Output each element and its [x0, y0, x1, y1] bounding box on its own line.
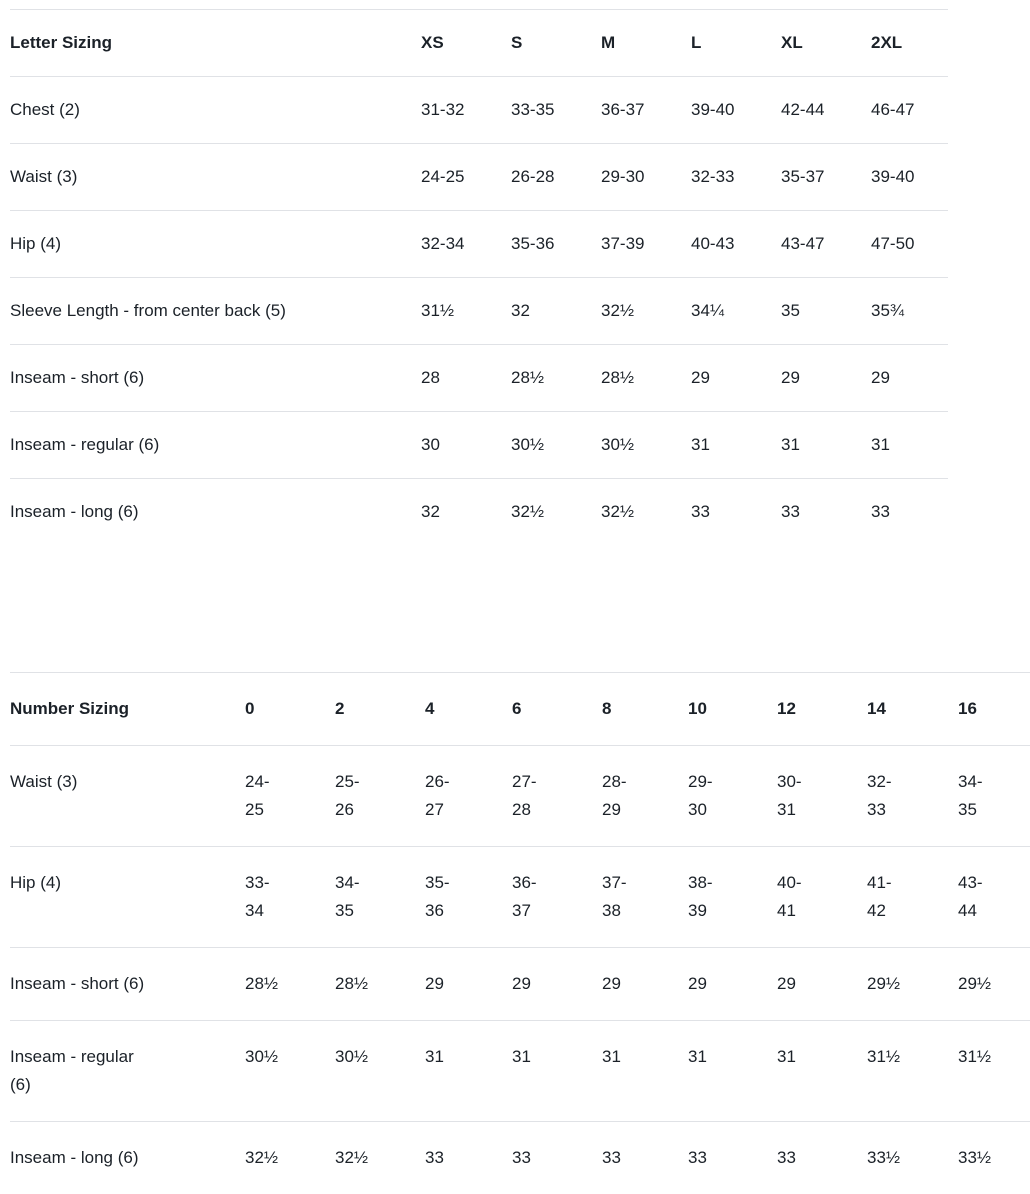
row-label: Sleeve Length - from center back (5)	[10, 278, 421, 345]
table-row	[10, 144, 948, 211]
row-label: Inseam - regular (6)	[10, 412, 421, 479]
size-chart-page	[0, 9, 1030, 1185]
size-value-cell: 33½	[867, 1122, 958, 1194]
column-header: 6	[512, 673, 602, 746]
size-value-cell: 32½	[245, 1122, 335, 1194]
column-header: 8	[602, 673, 688, 746]
size-value-cell: 36-37	[512, 847, 602, 948]
size-value-cell: 35-36	[425, 847, 512, 948]
size-value-cell: 31	[691, 412, 781, 479]
size-value-cell: 26-28	[511, 144, 601, 211]
size-value-cell: 37-38	[602, 847, 688, 948]
row-label: Chest (2)	[10, 77, 421, 144]
size-value-cell: 30½	[335, 1021, 425, 1122]
number-sizing-title: Number Sizing	[10, 673, 245, 746]
letter-sizing-header-row	[10, 10, 948, 77]
size-value-cell: 31	[602, 1021, 688, 1122]
size-value-cell: 28½	[601, 345, 691, 412]
number-sizing-header-row	[10, 673, 1030, 746]
size-value-cell: 32½	[601, 278, 691, 345]
size-value-cell: 29-30	[601, 144, 691, 211]
size-value-cell: 30½	[245, 1021, 335, 1122]
size-value-cell: 33-34	[245, 847, 335, 948]
column-header: L	[691, 10, 781, 77]
size-value-cell: 29½	[958, 948, 1030, 1021]
size-value-cell: 28½	[511, 345, 601, 412]
size-value-cell: 32½	[511, 479, 601, 546]
row-label: Inseam - short (6)	[10, 345, 421, 412]
size-value-cell: 34-35	[958, 746, 1030, 847]
table-row	[10, 1021, 1030, 1122]
column-header: S	[511, 10, 601, 77]
size-value-cell: 29-30	[688, 746, 777, 847]
table-row	[10, 948, 1030, 1021]
size-value-cell: 31	[688, 1021, 777, 1122]
column-header: 12	[777, 673, 867, 746]
size-value-cell: 31	[777, 1021, 867, 1122]
column-header: 2	[335, 673, 425, 746]
size-value-cell: 34¼	[691, 278, 781, 345]
column-header: 4	[425, 673, 512, 746]
size-value-cell: 24-25	[421, 144, 511, 211]
size-value-cell: 41-42	[867, 847, 958, 948]
size-value-cell: 32	[511, 278, 601, 345]
size-value-cell: 46-47	[871, 77, 948, 144]
table-row	[10, 746, 1030, 847]
size-value-cell: 31	[871, 412, 948, 479]
size-value-cell: 39-40	[691, 77, 781, 144]
size-value-cell: 36-37	[601, 77, 691, 144]
size-value-cell: 47-50	[871, 211, 948, 278]
size-value-cell: 40-41	[777, 847, 867, 948]
size-value-cell: 32-34	[421, 211, 511, 278]
size-value-cell: 32-33	[867, 746, 958, 847]
size-value-cell: 28½	[245, 948, 335, 1021]
letter-sizing-title: Letter Sizing	[10, 10, 421, 77]
size-value-cell: 33	[425, 1122, 512, 1194]
size-value-cell: 43-47	[781, 211, 871, 278]
size-value-cell: 33	[688, 1122, 777, 1194]
table-row	[10, 77, 948, 144]
size-value-cell: 29½	[867, 948, 958, 1021]
size-value-cell: 29	[602, 948, 688, 1021]
size-value-cell: 33	[602, 1122, 688, 1194]
table-row	[10, 345, 948, 412]
row-label: Inseam - short (6)	[10, 948, 245, 1021]
size-value-cell: 31	[781, 412, 871, 479]
column-header: 16	[958, 673, 1030, 746]
row-label: Inseam - long (6)	[10, 479, 421, 546]
size-value-cell: 29	[425, 948, 512, 1021]
table-row	[10, 479, 948, 546]
size-value-cell: 29	[688, 948, 777, 1021]
size-value-cell: 33	[781, 479, 871, 546]
column-header: XS	[421, 10, 511, 77]
column-header: M	[601, 10, 691, 77]
size-value-cell: 29	[777, 948, 867, 1021]
size-value-cell: 27-28	[512, 746, 602, 847]
size-value-cell: 29	[871, 345, 948, 412]
column-header: 14	[867, 673, 958, 746]
size-value-cell: 35¾	[871, 278, 948, 345]
row-label: Waist (3)	[10, 746, 245, 847]
table-row	[10, 1122, 1030, 1194]
size-value-cell: 30-31	[777, 746, 867, 847]
size-value-cell: 30½	[601, 412, 691, 479]
column-header: 0	[245, 673, 335, 746]
size-value-cell: 28½	[335, 948, 425, 1021]
size-value-cell: 37-39	[601, 211, 691, 278]
size-value-cell: 43-44	[958, 847, 1030, 948]
size-value-cell: 33	[871, 479, 948, 546]
size-value-cell: 32-33	[691, 144, 781, 211]
size-value-cell: 33	[691, 479, 781, 546]
size-value-cell: 33	[777, 1122, 867, 1194]
size-value-cell: 31-32	[421, 77, 511, 144]
column-header: 2XL	[871, 10, 948, 77]
size-value-cell: 31½	[958, 1021, 1030, 1122]
size-chart	[0, 9, 1030, 1194]
size-value-cell: 29	[691, 345, 781, 412]
column-header: 10	[688, 673, 777, 746]
size-value-cell: 33-35	[511, 77, 601, 144]
row-label: Hip (4)	[10, 847, 245, 948]
number-sizing-table	[10, 672, 1030, 1194]
size-value-cell: 31½	[867, 1021, 958, 1122]
size-value-cell: 29	[781, 345, 871, 412]
size-value-cell: 28-29	[602, 746, 688, 847]
size-value-cell: 30	[421, 412, 511, 479]
row-label: Inseam - regular (6)	[10, 1021, 245, 1122]
size-value-cell: 24-25	[245, 746, 335, 847]
size-value-cell: 33	[512, 1122, 602, 1194]
size-value-cell: 39-40	[871, 144, 948, 211]
table-row	[10, 412, 948, 479]
size-value-cell: 38-39	[688, 847, 777, 948]
size-value-cell: 31½	[421, 278, 511, 345]
size-value-cell: 32½	[601, 479, 691, 546]
size-value-cell: 33½	[958, 1122, 1030, 1194]
size-value-cell: 35	[781, 278, 871, 345]
letter-sizing-table	[10, 9, 948, 545]
size-value-cell: 31	[425, 1021, 512, 1122]
size-value-cell: 34-35	[335, 847, 425, 948]
table-row	[10, 847, 1030, 948]
size-value-cell: 35-36	[511, 211, 601, 278]
size-value-cell: 30½	[511, 412, 601, 479]
table-row	[10, 278, 948, 345]
size-value-cell: 31	[512, 1021, 602, 1122]
size-value-cell: 35-37	[781, 144, 871, 211]
size-value-cell: 29	[512, 948, 602, 1021]
size-value-cell: 25-26	[335, 746, 425, 847]
size-value-cell: 32	[421, 479, 511, 546]
row-label: Hip (4)	[10, 211, 421, 278]
size-value-cell: 28	[421, 345, 511, 412]
column-header: XL	[781, 10, 871, 77]
size-value-cell: 32½	[335, 1122, 425, 1194]
size-value-cell: 42-44	[781, 77, 871, 144]
row-label: Waist (3)	[10, 144, 421, 211]
size-value-cell: 40-43	[691, 211, 781, 278]
size-value-cell: 26-27	[425, 746, 512, 847]
row-label: Inseam - long (6)	[10, 1122, 245, 1194]
table-row	[10, 211, 948, 278]
